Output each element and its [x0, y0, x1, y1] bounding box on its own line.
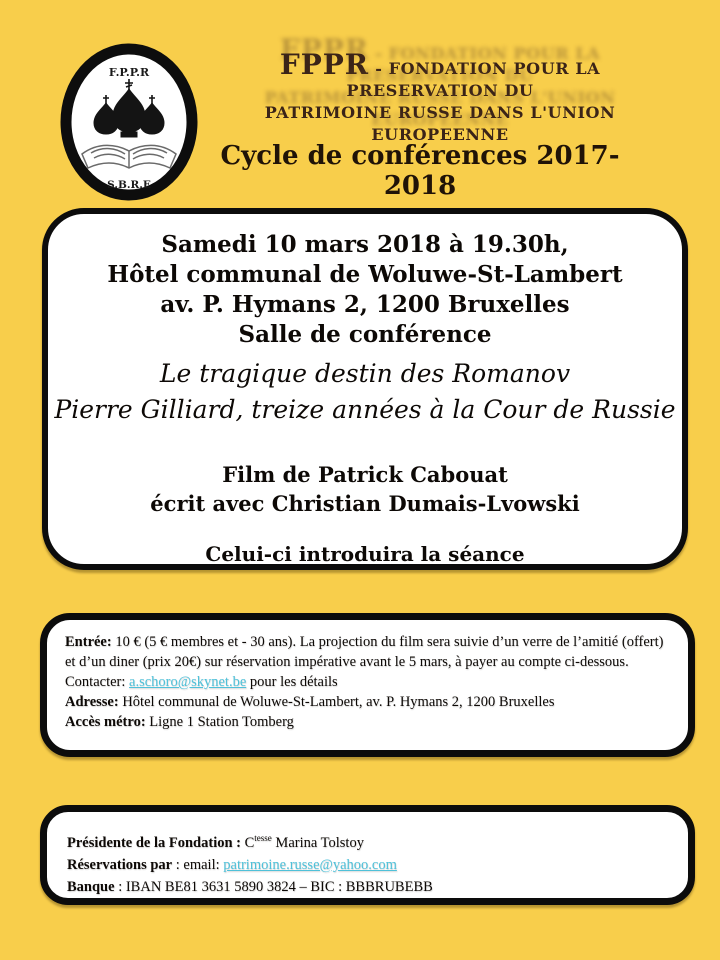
- event-box: [42, 208, 688, 570]
- contact-prefix: Contacter:: [65, 674, 130, 690]
- presidente-name: Marina Tolstoy: [271, 834, 364, 851]
- reservations-email-link[interactable]: patrimoine.russe@yahoo.com: [223, 856, 397, 873]
- entree-text: 10 € (5 € membres et - 30 ans). La projection du film sera suivie d’un verre de l’amitié (offert) et d’un diner (prix 20€) sur réservation impérative avant le 5 mars, à payer au compte ci-dessous.: [65, 634, 664, 670]
- adresse-line: [65, 692, 670, 712]
- banque-line: [67, 876, 668, 898]
- fppr-logo-graphic: [58, 42, 200, 202]
- film-writer: écrit avec Christian Dumais-Lvowski: [150, 491, 580, 516]
- header-line-1: [215, 48, 665, 102]
- logo-top-text: F.P.P.R: [108, 66, 150, 79]
- banque-label: Banque: [67, 878, 115, 895]
- contact-suffix: pour les détails: [246, 674, 338, 690]
- metro-label: Accès métro:: [65, 714, 146, 730]
- event-date: Samedi 10 mars 2018 à 19.30h,: [161, 231, 569, 258]
- event-room: Salle de conférence: [238, 321, 492, 348]
- metro-line: [65, 712, 670, 732]
- header-line-2: [215, 102, 665, 146]
- info-box: [40, 613, 695, 757]
- reservations-line: [67, 854, 668, 876]
- fppr-logo: [58, 42, 200, 206]
- film-director: Film de Patrick Cabouat: [222, 462, 508, 487]
- presidente-prefix: C: [241, 834, 255, 851]
- org-name-line1: FONDATION POUR LA PRESERVATION DU: [346, 59, 601, 100]
- session-note: Celui-ci introduira la séance: [205, 542, 525, 566]
- cycle-title: Cycle de conférences 2017-2018: [220, 141, 620, 201]
- presidente-superscript: tesse: [254, 833, 272, 843]
- presidente-line: [67, 827, 668, 854]
- film-title-block: [48, 356, 682, 428]
- footer-box: [40, 805, 695, 905]
- org-acronym: FPPR: [279, 48, 370, 81]
- film-title-line1: Le tragique destin des Romanov: [159, 359, 571, 388]
- film-credits: [48, 460, 682, 518]
- entree-label: Entrée:: [65, 634, 112, 650]
- contact-email-link[interactable]: a.schoro@skynet.be: [129, 674, 247, 690]
- reservations-text: : email:: [172, 856, 224, 873]
- logo-bottom-text: S.B.R.E: [107, 179, 151, 191]
- banque-text: : IBAN BE81 3631 5890 3824 – BIC : BBBRUBEBB: [114, 878, 433, 895]
- film-title-line2: Pierre Gilliard, treize années à la Cour de Russie: [54, 395, 676, 424]
- metro-text: Ligne 1 Station Tomberg: [145, 714, 294, 730]
- header: [215, 48, 665, 146]
- org-name-line2: PATRIMOINE RUSSE DANS L'UNION EUROPEENNE: [264, 103, 616, 144]
- info-content: [47, 620, 688, 732]
- footer-content: [47, 812, 688, 898]
- event-details: [48, 230, 682, 350]
- acronym-separator: -: [369, 59, 389, 78]
- presidente-label: Présidente de la Fondation :: [67, 834, 241, 851]
- adresse-label: Adresse:: [65, 694, 119, 710]
- adresse-text: Hôtel communal de Woluwe-St-Lambert, av. P. Hymans 2, 1200 Bruxelles: [118, 694, 555, 710]
- entree-line: [65, 632, 670, 672]
- event-venue: Hôtel communal de Woluwe-St-Lambert: [107, 261, 623, 288]
- contact-line: [65, 672, 670, 692]
- reservations-label: Réservations par: [67, 856, 173, 873]
- event-address: av. P. Hymans 2, 1200 Bruxelles: [160, 291, 570, 318]
